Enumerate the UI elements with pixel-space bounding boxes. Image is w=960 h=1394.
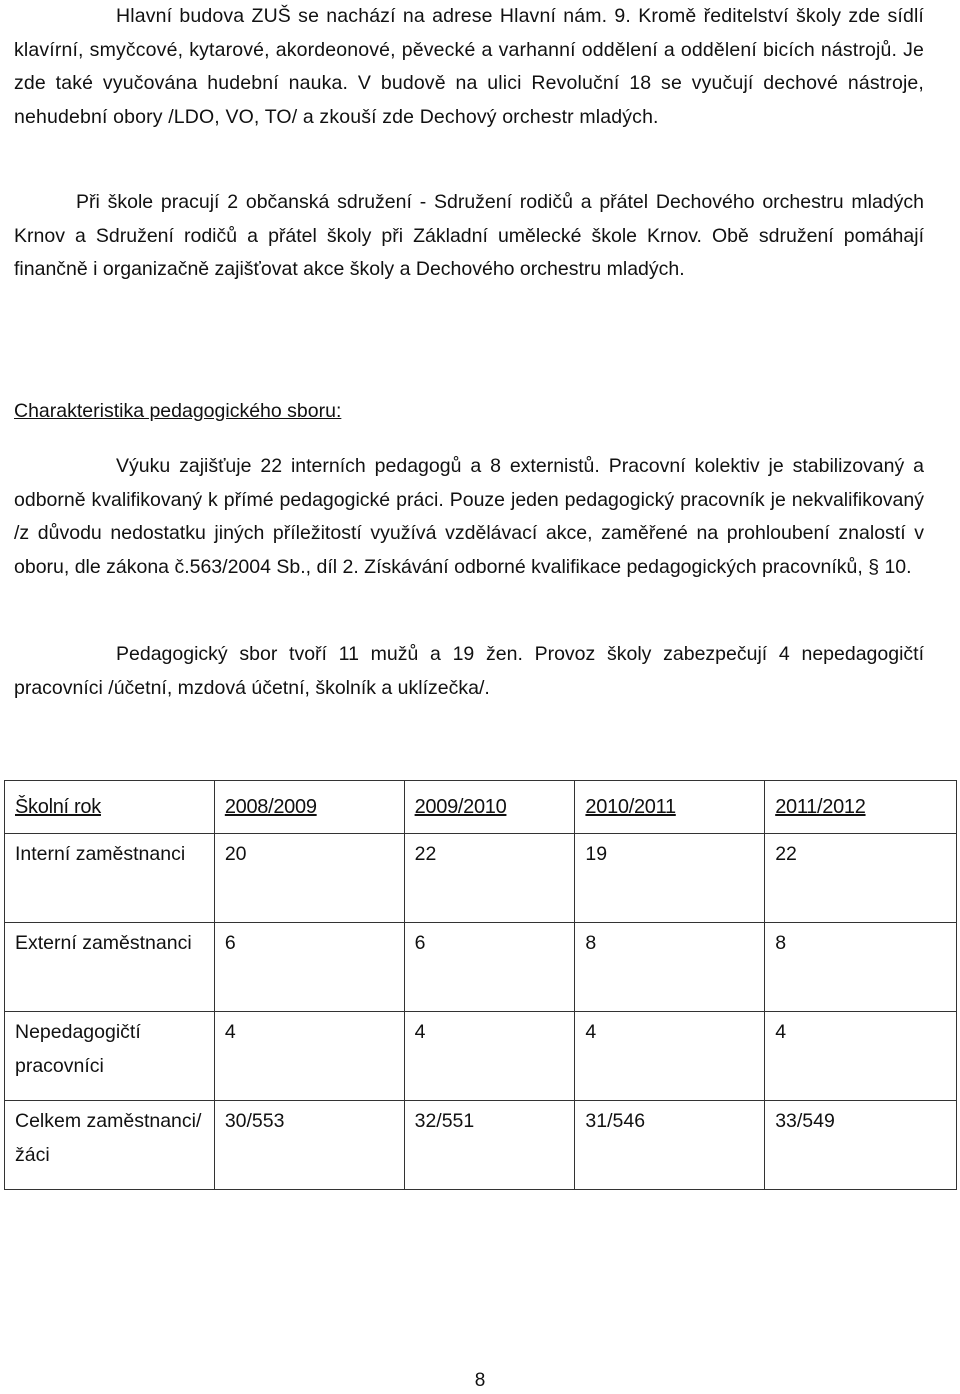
row-label <box>5 1101 215 1190</box>
table-cell <box>214 1101 404 1190</box>
row-label <box>5 923 215 1012</box>
header-label: 2009/2010 <box>414 795 507 818</box>
cell-text: 4 <box>224 1021 236 1043</box>
cell-text: 8 <box>585 932 597 954</box>
header-label: 2011/2012 <box>775 795 866 818</box>
table-row <box>5 834 957 923</box>
cell-text: 22 <box>775 843 797 865</box>
cell-text: 8 <box>775 932 787 954</box>
paragraph-buildings-text: Hlavní budova ZUŠ se nachází na adrese Hlavní nám. 9. Kromě ředitelství školy zde sídlí klavírní, smyčcové, kytarové, akordeonové, pěvecké a varhanní oddělení a oddělení bicích nástrojů. Je zde také vyučována hudební nauka. V budově na ulici Revoluční 18 se vyučují dechové nástroje, nehudební obory /LDO, VO, TO/ a zkouší zde Dechový orchestr mladých. <box>14 5 924 128</box>
paragraph-staff-text: Výuku zajišťuje 22 interních pedagogů a 8 externistů. Pracovní kolektiv je stabilizovaný a odborně kvalifikovaný k přímé pedagogické práci. Pouze jeden pedagogický pracovník je nekvalifikovaný /z důvodu nedostatku jiných příležitostí využívá vzdělávací akce, zaměřené na prohloubení znalostí v oboru, dle zákona č.563/2004 Sb., díl 2. Získávání odborné kvalifikace pedagogických pracovníků, § 10. <box>14 455 924 578</box>
header-label: 2010/2011 <box>585 795 676 818</box>
cell-text: 30/553 <box>224 1110 285 1132</box>
table-header-row <box>5 781 957 834</box>
header-year <box>214 781 404 834</box>
table-cell <box>575 1012 765 1101</box>
header-year <box>575 781 765 834</box>
table-cell <box>575 834 765 923</box>
cell-text: 6 <box>414 932 426 954</box>
cell-text: Celkem zaměstnanci/žáci <box>15 1110 202 1166</box>
cell-text: 4 <box>775 1021 787 1043</box>
table-cell <box>765 1101 957 1190</box>
paragraph-staff-composition <box>14 638 924 705</box>
cell-text: 20 <box>224 843 247 865</box>
cell-text: 4 <box>414 1021 426 1043</box>
cell-text: Nepedagogičtí pracovníci <box>15 1021 141 1077</box>
table-cell <box>214 923 404 1012</box>
row-label <box>5 1012 215 1101</box>
cell-text: Interní zaměstnanci <box>15 843 186 865</box>
paragraph-buildings <box>14 0 924 134</box>
table-row <box>5 923 957 1012</box>
paragraph-associations <box>14 186 924 287</box>
page-number: 8 <box>474 1370 486 1391</box>
cell-text: Externí zaměstnanci <box>15 932 192 954</box>
staff-table <box>4 780 957 1190</box>
table-row <box>5 1101 957 1190</box>
cell-text: 19 <box>585 843 608 865</box>
paragraph-staff-composition-text: Pedagogický sbor tvoří 11 mužů a 19 žen. Provoz školy zabezpečují 4 nepedagogičtí pracovníci /účetní, mzdová účetní, školník a uklízečka/. <box>14 643 924 699</box>
table-cell <box>575 1101 765 1190</box>
table-cell <box>404 1012 575 1101</box>
table-cell <box>765 1012 957 1101</box>
section-heading: Charakteristika pedagogického sboru: <box>14 400 342 422</box>
header-label: 2008/2009 <box>224 795 317 818</box>
table-cell <box>404 923 575 1012</box>
cell-text: 32/551 <box>414 1110 475 1132</box>
table-cell <box>214 834 404 923</box>
table-cell <box>765 834 957 923</box>
paragraph-staff <box>14 450 924 584</box>
table-cell <box>575 923 765 1012</box>
cell-text: 6 <box>224 932 236 954</box>
cell-text: 33/549 <box>775 1110 835 1132</box>
table-row <box>5 1012 957 1101</box>
cell-text: 22 <box>414 843 437 865</box>
header-label: Školní rok <box>15 795 101 818</box>
header-year <box>765 781 957 834</box>
table-cell <box>404 834 575 923</box>
cell-text: 4 <box>585 1021 597 1043</box>
table-cell <box>404 1101 575 1190</box>
table-cell <box>214 1012 404 1101</box>
paragraph-associations-text: Při škole pracují 2 občanská sdružení - Sdružení rodičů a přátel Dechového orchestru mladých Krnov a Sdružení rodičů a přátel školy při Základní umělecké škole Krnov. Obě sdružení pomáhají finančně i organizačně zajišťovat akce školy a Dechového orchestru mladých. <box>14 191 924 280</box>
row-label <box>5 834 215 923</box>
header-school-year <box>5 781 215 834</box>
cell-text: 31/546 <box>585 1110 646 1132</box>
header-year <box>404 781 575 834</box>
table-cell <box>765 923 957 1012</box>
